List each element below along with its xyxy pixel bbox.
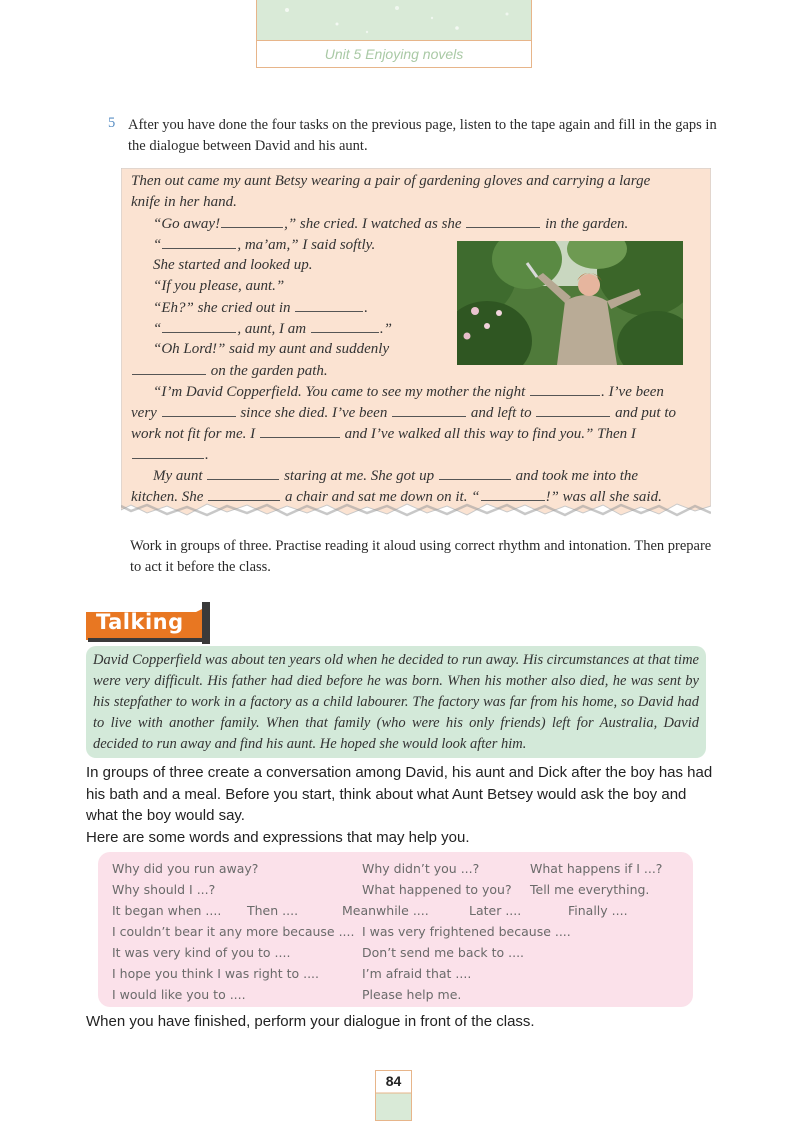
header-texture [256,0,532,40]
dialogue-line-4 [153,236,375,254]
phrase-item: Please help me. [362,987,462,1002]
answer-gap[interactable] [481,488,545,501]
dialogue-line-8 [153,320,392,338]
exercise-instruction: After you have done the four tasks on the previous page, listen to the tape again and fill in the gaps in the dialogue between David and his aunt. [128,117,717,154]
dialogue-text: kitchen. She [131,489,204,505]
dialogue-text: very [131,405,157,421]
dialogue-text: and put to [615,405,676,421]
answer-gap[interactable] [536,404,610,417]
dialogue-line-13 [131,425,636,443]
dialogue-line-7 [153,299,368,317]
answer-gap[interactable] [439,467,511,480]
dialogue-text: since she died. I’ve been [240,405,388,421]
dialogue-text: “I’m David Copperfield. You came to see my mother the night [153,384,526,400]
answer-gap[interactable] [311,320,379,333]
unit-title: Unit 5 Enjoying novels [256,40,532,68]
dialogue-text: and left to [470,405,532,421]
dialogue-text: !” was all she said. [545,489,662,505]
dialogue-line-2: knife in her hand. [131,194,237,210]
dialogue-text: .” [379,321,392,337]
answer-gap[interactable] [207,467,279,480]
phrase-item: I’m afraid that .... [362,966,472,981]
dialogue-text: a chair and sat me down on it. “ [284,489,480,505]
talking-instruction [86,762,714,848]
answer-gap[interactable] [260,425,340,438]
answer-gap[interactable] [208,488,280,501]
answer-gap[interactable] [530,383,600,396]
dialogue-text: , ma’am,” I said softly. [237,237,376,253]
phrase-item: Why didn’t you ...? [362,861,480,876]
dialogue-line-15 [153,467,638,485]
phrase-item: I couldn’t bear it any more because .... [112,924,355,939]
dialogue-text: on the garden path. [210,363,328,379]
phrase-item: I was very frightened because .... [362,924,571,939]
story-text: David Copperfield was about ten years old when he decided to run away. His circumstances at that time were very difficult. His father had died before he was born. When his mother also died, he was sent by his stepfather to work in a factory as a child labourer. The factory was far from his home, so David had to live with another family. When that family (who were his only friends) left for Australia, David decided to run away and find his aunt. He hoped she would look after him. [93,652,699,752]
answer-gap[interactable] [162,320,236,333]
dialogue-line-1: Then out came my aunt Betsy wearing a pair of gardening gloves and carrying a large [131,173,651,189]
phrase-item: Don’t send me back to .... [362,945,525,960]
dialogue-text: work not fit for me. I [131,426,256,442]
dialogue-text: , aunt, I am [237,321,307,337]
dialogue-line-9: “Oh Lord!” said my aunt and suddenly [153,341,390,357]
dialogue-text: staring at me. She got up [284,468,435,484]
dialogue-text: “ [153,237,162,253]
answer-gap[interactable] [295,299,363,312]
helper-intro: Here are some words and expressions that may help you. [86,828,470,846]
answer-gap[interactable] [132,446,204,459]
answer-gap[interactable] [392,404,466,417]
dialogue-text: “ [153,321,162,337]
dialogue-line-14 [131,446,209,464]
aunt-betsy-photo [457,241,683,365]
dialogue-line-10 [131,362,328,380]
dialogue-line-11 [153,383,664,401]
answer-gap[interactable] [162,404,236,417]
answer-gap[interactable] [221,215,283,228]
phrase-item: Why did you run away? [112,861,259,876]
answer-gap[interactable] [162,236,236,249]
dialogue-text: and I’ve walked all this way to find you.” Then I [344,426,636,442]
dialogue-line-16 [131,488,662,506]
exercise-number: 5 [108,115,116,131]
dialogue-line-5: She started and looked up. [153,257,313,273]
phrase-item: I hope you think I was right to .... [112,966,319,981]
practice-instruction: Work in groups of three. Practise reading it aloud using correct rhythm and intonation. Then prepare to act it before the class. [130,538,712,575]
page-number: 84 [385,1073,402,1089]
talking-heading: Talking [96,610,184,634]
dialogue-text: and took me into the [515,468,639,484]
dialogue-text: in the garden. [545,216,629,232]
phrase-item: I would like you to .... [112,987,246,1002]
header-texture-pattern [257,0,531,40]
closing-instruction: When you have finished, perform your dialogue in front of the class. [86,1013,535,1030]
phrase-item: Finally .... [568,903,628,918]
phrase-item: What happens if I ...? [530,861,663,876]
answer-gap[interactable] [132,362,206,375]
dialogue-text: “Eh?” she cried out in [153,300,291,316]
answer-gap[interactable] [466,215,540,228]
phrase-item: It began when .... [112,903,222,918]
phrase-item: Meanwhile .... [342,903,429,918]
dialogue-text: “Go away! [153,216,221,232]
dialogue-text: My aunt [153,468,203,484]
phrase-item: It was very kind of you to .... [112,945,291,960]
dialogue-text: . [205,447,209,463]
dialogue-text: ,” she cried. I watched as she [284,216,462,232]
phrase-item: Later .... [469,903,522,918]
phrase-item: Why should I ...? [112,882,216,897]
dialogue-text: . [364,300,368,316]
dialogue-line-6: “If you please, aunt.” [153,278,285,294]
dialogue-line-12 [131,404,676,422]
header-banner [256,0,532,68]
phrase-item: Then .... [247,903,299,918]
phrase-item: Tell me everything. [530,882,650,897]
conversation-task: In groups of three create a conversation among David, his aunt and Dick after the boy has had his bath and a meal. Before you start, think about what Aunt Betsey would ask the boy and what the boy would say. [86,764,713,824]
dialogue-line-3 [153,215,628,233]
dialogue-text: . I’ve been [601,384,664,400]
phrase-item: What happened to you? [362,882,512,897]
